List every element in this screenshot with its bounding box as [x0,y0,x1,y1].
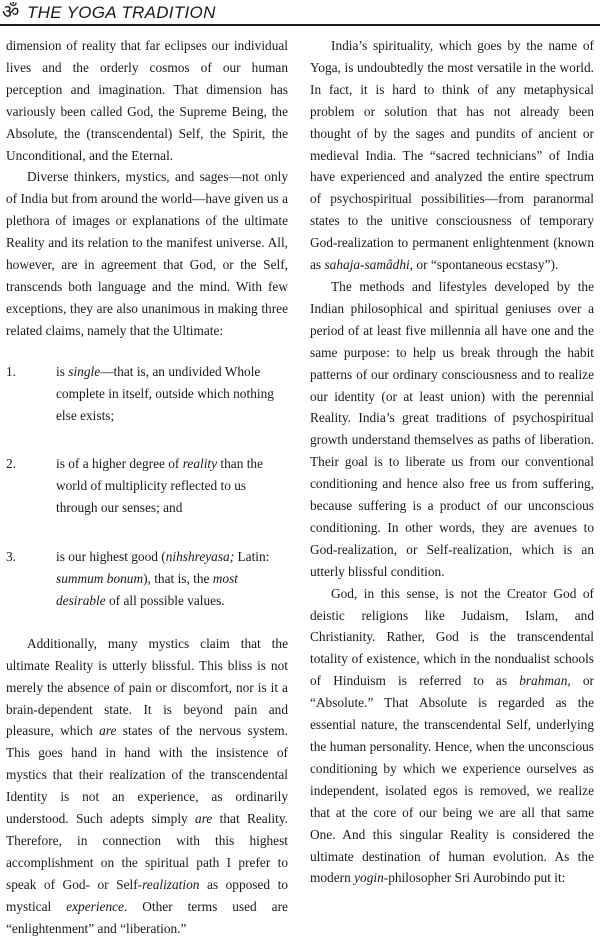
running-title: THE YOGA TRADITION [27,3,216,22]
list-number: 2. [6,456,17,472]
paragraph [310,583,594,890]
italic-text: most desirable [56,571,238,608]
text-run: than the world of multiplicity reflected to us through our senses; and [56,456,264,516]
right-column [310,35,594,889]
claims-list [6,361,288,612]
list-item [6,546,288,612]
text-run: God, in this sense, is not the Creator God of deistic religions like Judaism, Islam, and Christianity. Rather, God is the transcendental totality of existence, which in the nondualist schools of Hinduism is referred to as [310,585,594,689]
text-run: as opposed to mystical [6,876,288,914]
list-number: 1. [6,363,17,379]
text-run: ), that is, the [143,571,213,587]
text-run: , or “Absolute.” That Absolute is regarded as the essential nature, the transcendental Self, underlying the human personality. Hence, when the unconscious conditioning by which we experience ourselves as independent, isolated egos is removed, we realize that at the core of our being we are all that same One. And this singular Reality is considered the ultimate destination of human evolution. As the modern [310,673,594,886]
text-run: that Reality. Therefore, in connection with this highest accomplishment on the spiritual path I prefer to speak of God- or Self- [6,811,288,892]
paragraph [6,633,288,940]
list-item [6,453,288,519]
italic-text: experience [66,898,124,914]
left-column [6,35,288,940]
italic-text: are [195,811,213,827]
list-item [6,361,288,427]
text-run: is our highest good ( [56,549,166,565]
text-run: Additionally, many mystics claim that the ultimate Reality is utterly blissful. This bliss is not merely the absence of pain or discomfort, nor is it a brain-dependent state. It is beyond pain and pleasure, which [6,635,288,739]
om-symbol-icon: ॐ [2,1,20,23]
list-number: 3. [6,549,17,565]
italic-text: summum bonum [56,571,144,587]
text-run: of all possible values. [105,592,225,608]
italic-text: sahaja-samâdhi [324,257,410,273]
text-run: India’s spirituality, which goes by the name of Yoga, is undoubtedly the most versatile in the world. In fact, it is hard to think of any metaphysical problem or solution that has not already been thought of by the sages and pundits of ancient or medieval India. The “sacred technicians” of India have experienced and analyzed the entire spectrum of psychospiritual possibilities—from paranormal states to the unitive consciousness of temporary God-realization to permanent enlightenment (known as [310,38,594,273]
italic-text: nihshreyasa; [165,549,235,565]
text-run: is [56,363,69,379]
italic-text: realization [142,876,200,892]
text-run: Latin: [234,549,270,565]
italic-text: brahman [519,673,568,689]
italic-text: are [99,723,117,739]
paragraph: The methods and lifestyles developed by the Indian philosophical and spiritual geniuses over a period of at least five millennia all have one and the same purpose: to help us break through the habit patterns of our ordinary consciousness and to realize our identity (or at least union) with the perennial Reality. India’s great traditions of psychospiritual growth understand themselves as paths of liberation. Their goal is to liberate us from our conventional conditioning and hence also free us from suffering, because suffering is a product of our unconscious conditioning. In other words, they are avenues to God-realization, or Self-realization, which is an utterly blissful condition. [310,278,594,579]
text-run: -philosopher Sri Aurobindo put it: [383,870,566,886]
text-run: states of the nervous system. This goes hand in hand with the insistence of mystics that their realization of the transcendental Identity is not an experience, as ordinarily understood. Such adepts simply [6,723,288,827]
paragraph: Diverse thinkers, mystics, and sages—not only of India but from around the world—have given us a plethora of images or explanations of the ultimate Reality and its relation to the manifest universe. All, however, are in agreement that God, or the Self, transcends both language and the mind. With few exceptions, they are also unanimous in making three related claims, namely that the Ultimate: [6,169,288,338]
italic-text: reality [182,456,218,472]
text-run: , or “spontaneous ecstasy”). [409,257,559,273]
text-run: —that is, an undivided Whole complete in itself, outside which nothing else exists; [56,363,274,423]
text-run: . Other terms used are “enlightenment” and “liberation.” [6,898,288,936]
italic-text: single [68,363,101,379]
paragraph: dimension of reality that far eclipses our individual lives and the orderly cosmos of our human perception and imagination. That dimension has variously been called God, the Supreme Being, the Absolute, the (transcendental) Self, the Spirit, the Unconditional, and the Eternal. [6,38,288,163]
paragraph [310,35,594,276]
text-run: is of a higher degree of [56,456,183,472]
running-header [0,0,600,26]
italic-text: yogin [354,870,384,886]
